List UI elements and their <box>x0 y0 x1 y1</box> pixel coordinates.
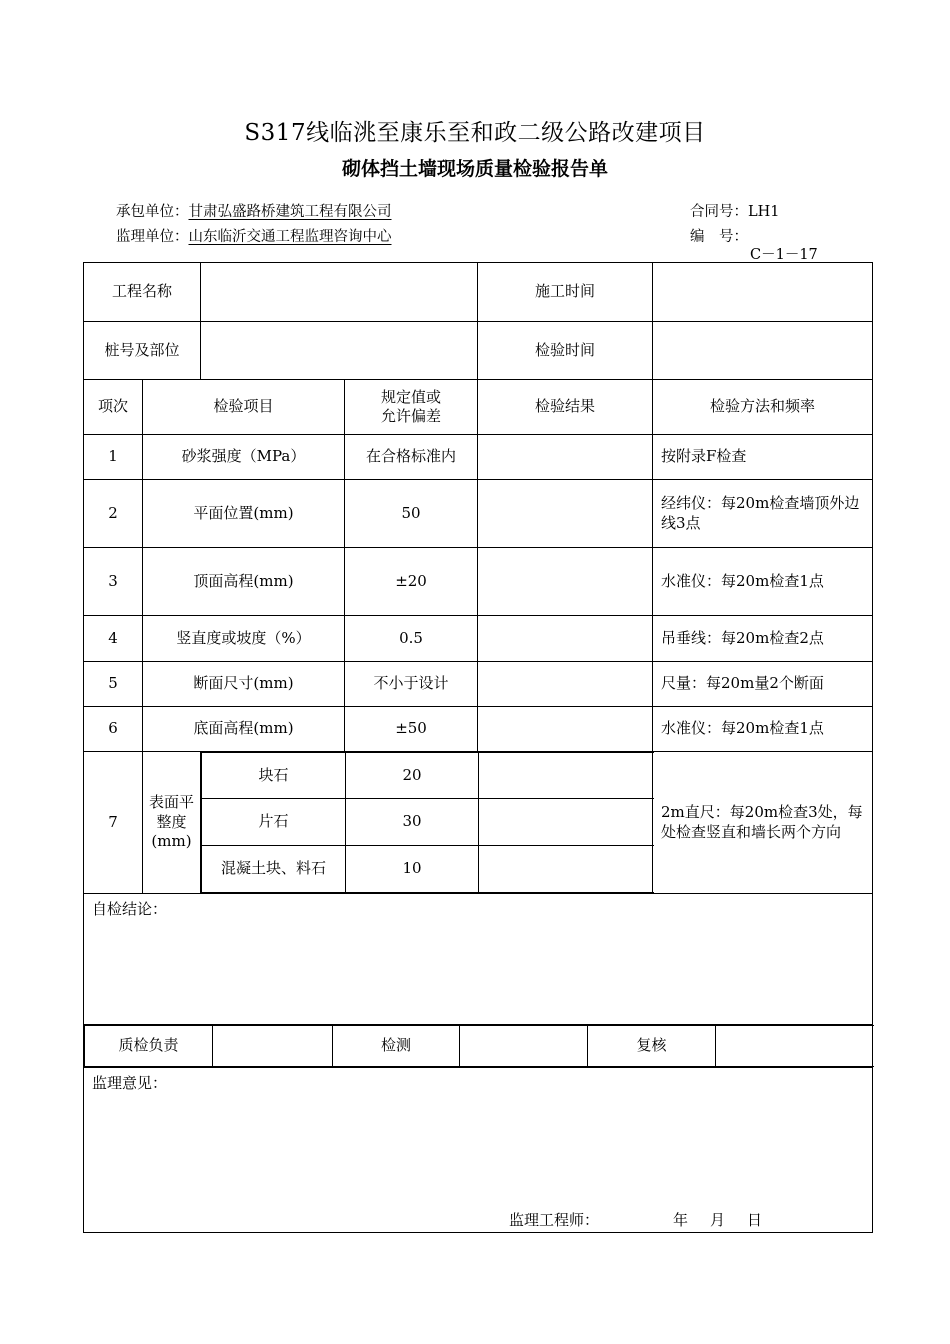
page-title: S317线临洮至康乐至和政二级公路改建项目 <box>244 120 706 146</box>
self-check-conclusion: 自检结论： <box>84 894 873 1025</box>
engineer-label: 监理工程师： <box>509 1210 600 1229</box>
sub-item-name: 片石 <box>202 799 346 846</box>
row-item: 断面尺寸(mm) <box>143 662 345 707</box>
station-row <box>84 322 873 380</box>
row-item: 砂浆强度（MPa） <box>143 435 345 480</box>
date-month: 月 <box>710 1210 726 1229</box>
surface-flatness-group <box>143 752 201 894</box>
signature-cell <box>84 1025 873 1068</box>
sub-item-spec: 10 <box>346 846 479 893</box>
row-spec: 在合格标准内 <box>345 435 478 480</box>
row-method: 吊垂线：每20m检查2点 <box>653 616 873 662</box>
row-result-field[interactable] <box>478 480 653 548</box>
contractor-line <box>116 200 392 221</box>
signature-items <box>85 1026 874 1067</box>
row-no: 6 <box>84 707 143 752</box>
row-no: 2 <box>84 480 143 548</box>
contractor-value: 甘肃弘盛路桥建筑工程有限公司 <box>188 204 392 220</box>
surface-flatness-subtable <box>201 752 654 893</box>
row-method: 水准仪：每20m检查1点 <box>653 707 873 752</box>
row-item: 竖直度或坡度（%） <box>143 616 345 662</box>
row-method: 2m直尺：每20m检查3处，每处检查竖直和墙长两个方向 <box>653 752 873 894</box>
row-result-field[interactable] <box>478 548 653 616</box>
table-row <box>84 662 873 707</box>
row-method: 水准仪：每20m检查1点 <box>653 548 873 616</box>
project-name-row <box>84 263 873 322</box>
review-signature[interactable] <box>716 1026 874 1067</box>
col-method-header: 检验方法和频率 <box>653 380 873 435</box>
surface-flatness-unit: (mm) <box>151 832 192 851</box>
construction-time-field[interactable] <box>653 263 873 322</box>
col-item-header: 检验项目 <box>143 380 345 435</box>
sub-item-result-field[interactable] <box>479 799 654 846</box>
review-label: 复核 <box>588 1026 716 1067</box>
table-row <box>84 480 873 548</box>
construction-time-label: 施工时间 <box>478 263 653 322</box>
row-no: 5 <box>84 662 143 707</box>
signature-table <box>84 1025 874 1067</box>
col-spec-header <box>345 380 478 435</box>
row-method: 按附录F检查 <box>653 435 873 480</box>
table-row <box>202 846 654 893</box>
project-name-field[interactable] <box>201 263 478 322</box>
testing-label: 检测 <box>333 1026 460 1067</box>
col-spec-line1: 规定值或 <box>381 387 442 406</box>
form-subtitle: 砌体挡土墙现场质量检验报告单 <box>341 158 608 180</box>
contract-no <box>690 200 780 221</box>
col-no-header: 项次 <box>84 380 143 435</box>
serial-no-label: 编 号： <box>690 229 748 245</box>
sub-item-result-field[interactable] <box>479 846 654 893</box>
table-row <box>84 435 873 480</box>
contract-no-value: LH1 <box>748 204 780 220</box>
surface-flatness-label: 表面平整度 <box>148 793 194 831</box>
row-item: 底面高程(mm) <box>143 707 345 752</box>
station-location-field[interactable] <box>201 322 478 380</box>
row-no: 1 <box>84 435 143 480</box>
engineer-sign-line <box>509 1211 762 1231</box>
row-result-field[interactable] <box>478 616 653 662</box>
row-item: 平面位置(mm) <box>143 480 345 548</box>
inspection-time-label: 检验时间 <box>478 322 653 380</box>
supervision-opinion-cell <box>84 1068 873 1233</box>
serial-no-value: C－1－17 <box>750 247 818 263</box>
sub-item-name: 块石 <box>202 753 346 799</box>
supervisor-value: 山东临沂交通工程监理咨询中心 <box>188 229 392 245</box>
station-location-label: 桩号及部位 <box>84 322 201 380</box>
quality-inspector-label: 质检负责 <box>85 1026 213 1067</box>
sub-item-spec: 30 <box>346 799 479 846</box>
inspection-form-table <box>83 262 873 1233</box>
col-result-header: 检验结果 <box>478 380 653 435</box>
row-spec: ±50 <box>345 707 478 752</box>
self-check-row <box>84 894 873 1025</box>
row-spec: 不小于设计 <box>345 662 478 707</box>
date-day: 日 <box>747 1210 763 1229</box>
surface-flatness-subtable-cell <box>201 752 653 894</box>
row-item: 顶面高程(mm) <box>143 548 345 616</box>
col-spec-line2: 允许偏差 <box>381 407 442 425</box>
supervisor-label: 监理单位： <box>116 229 189 245</box>
table-row <box>202 799 654 846</box>
column-header-row <box>84 380 873 435</box>
row-no: 4 <box>84 616 143 662</box>
testing-signature[interactable] <box>460 1026 588 1067</box>
inspection-time-field[interactable] <box>653 322 873 380</box>
table-row <box>84 707 873 752</box>
surface-flatness-row <box>84 752 873 894</box>
row-result-field[interactable] <box>478 662 653 707</box>
supervisor-line <box>116 225 392 246</box>
supervision-opinion-label: 监理意见： <box>92 1074 168 1092</box>
table-row <box>202 753 654 799</box>
sub-item-result-field[interactable] <box>479 753 654 799</box>
row-method: 经纬仪：每20m检查墙顶外边线3点 <box>653 480 873 548</box>
row-spec: ±20 <box>345 548 478 616</box>
quality-inspector-signature[interactable] <box>213 1026 333 1067</box>
contract-no-label: 合同号： <box>690 204 748 220</box>
contractor-label: 承包单位： <box>116 204 189 220</box>
supervision-opinion-area[interactable] <box>92 1074 866 1232</box>
row-no: 3 <box>84 548 143 616</box>
row-spec: 50 <box>345 480 478 548</box>
date-year: 年 <box>673 1210 689 1229</box>
table-row <box>84 548 873 616</box>
row-result-field[interactable] <box>478 707 653 752</box>
project-name-label: 工程名称 <box>84 263 201 322</box>
row-spec: 0.5 <box>345 616 478 662</box>
table-row <box>84 616 873 662</box>
row-method: 尺量：每20m量2个断面 <box>653 662 873 707</box>
sub-item-spec: 20 <box>346 753 479 799</box>
supervision-row <box>84 1068 873 1233</box>
row-no: 7 <box>84 752 143 894</box>
signature-row <box>84 1025 873 1068</box>
sub-item-name: 混凝土块、料石 <box>202 846 346 893</box>
row-result-field[interactable] <box>478 435 653 480</box>
